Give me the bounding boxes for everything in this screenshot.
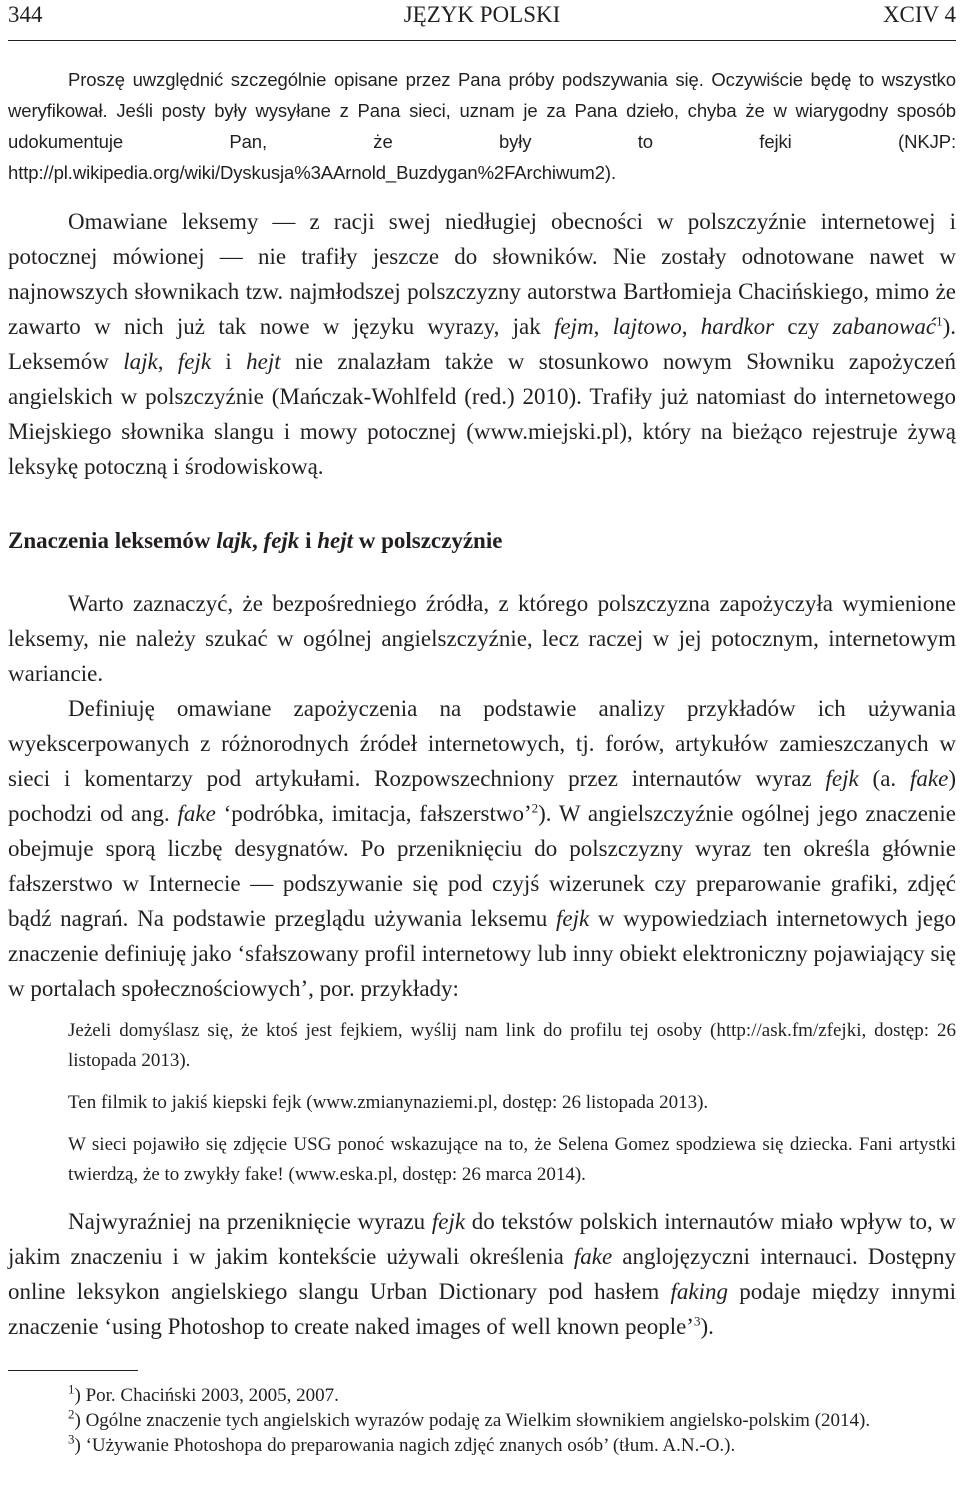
usage-example: Jeżeli domyślasz się, że ktoś jest fejkiem, wyślij nam link do profilu tej osoby (http://ask.fm/zfejki, dostęp: 26 listopada 2013). bbox=[68, 1020, 956, 1071]
footnote: $^3$) ‘Używanie Photoshopa do preparowania nagich zdjęć znanych osób’ (tłum. A.N.-O.). bbox=[68, 1431, 736, 1456]
volume-number: XCIV 4 bbox=[882, 2, 956, 27]
journal-title: JĘZYK POLSKI bbox=[403, 2, 561, 27]
paragraph-source: Warto zaznaczyć, że bezpośredniego źródła, z którego polszczyzna zapożyczyła wymienione leksemy, nie należy szukać w ogólnej angielszczyźnie, lecz raczej w jej potocznym, internetowym wariancie. bbox=[8, 591, 956, 686]
quoted-example: Proszę uwzględnić szczególnie opisane przez Pana próby podszywania się. Oczywiście będę to wszystko weryfikował. Jeśli posty były wysyłane z Pana sieci, uznam je za Pana dzieło, chyba że w wiarygodny sposób udokumentuje Pan, że były to fejki (NKJP: http://pl.wikipedia.org/wiki/Dyskusja%3AArnold_Buzdygan%2FArchiwum2). bbox=[8, 69, 956, 183]
footnote-ref-1: 1 bbox=[936, 313, 943, 329]
paragraph-definition: Definiuję omawiane zapożyczenia na podstawie analizy przykładów ich używania wyekscerpowanych z różnorodnych źródeł internetowych, tj. forów, artykułów zamieszczanych w sieci i komentarzy pod artykułami. Rozpowszechniony przez internautów wyraz fejk (a. fake) pochodzi od ang. fake ‘podróbka, imitacja, fałszerstwo’$^2$). W angielszczyźnie ogólnej jego znaczenie obejmuje sporą liczbę desygnatów. Po przeniknięciu do polszczyzny wyraz ten określa głównie fałszerstwo w Internecie — podszywanie się pod czyjś wizerunek czy preparowanie grafiki, zdjęć bądź nagrań. Na podstawie przeglądu używania leksemu fejk w wypowiedziach internetowych jego znaczenie definiuję jako ‘sfałszowany profil internetowy lub inny obiekt elektroniczny pojawiający się w portalach społecznościowych’, por. przykłady: bbox=[8, 696, 956, 1001]
page bbox=[8, 0, 956, 1458]
footnote-ref-2: 2 bbox=[531, 800, 539, 816]
paragraph-dictionaries: Omawiane leksemy — z racji swej niedługiej obecności w polszczyźnie internetowej i potocznej mówionej — nie trafiły jeszcze do słowników. Nie zostały odnotowane nawet w najnowszych słownikach tzw. najmłodszej polszczyzny autorstwa Bartłomieja Chacińskiego, mimo że zawarto w nich już tak nowe w języku wyrazy, jak fejm, lajtowo, hardkor czy zabanować$^1$). Leksemów lajk, fejk i hejt nie znalazłam także w stosunkowo nowym Słowniku zapożyczeń angielskich w polszczyźnie (Mańczak-Wohlfeld (red.) 2010). Trafiły już natomiast do internetowego Miejskiego słownika slangu i mowy potocznej (www.miejski.pl), który na bieżąco rejestruje żywą leksykę potoczną i środowiskową. bbox=[8, 209, 957, 479]
header-rule bbox=[8, 40, 956, 41]
paragraph-urban-dictionary: Najwyraźniej na przeniknięcie wyrazu fejk do tekstów polskich internautów miało wpływ to, w jakim znaczeniu i w jakim kontekście używali określenia fake anglojęzyczni internauci. Dostępny online leksykon angielskiego slangu Urban Dictionary pod hasłem faking podaje między innymi znaczenie ‘using Photoshop to create naked images of well known people’$^3$). bbox=[8, 1209, 956, 1339]
usage-example: Ten filmik to jakiś kiepski fejk (www.zmianynaziemi.pl, dostęp: 26 listopada 2013). bbox=[68, 1092, 709, 1113]
footnote-rule bbox=[8, 1370, 138, 1371]
section-heading: Znaczenia leksemów lajk, fejk i hejt w polszczyźnie bbox=[8, 528, 503, 553]
footnote: $^1$) Por. Chaciński 2003, 2005, 2007. bbox=[68, 1381, 339, 1406]
usage-example: W sieci pojawiło się zdjęcie USG ponoć wskazujące na to, że Selena Gomez spodziewa się dziecka. Fani artystki twierdzą, że to zwykły fake! (www.eska.pl, dostęp: 26 marca 2014). bbox=[68, 1134, 956, 1185]
footnote-ref-3: 3 bbox=[693, 1313, 701, 1329]
page-number: 344 bbox=[8, 2, 43, 27]
footnote: $^2$) Ogólne znaczenie tych angielskich wyrazów podaję za Wielkim słownikiem angielsko-polskim (2014). bbox=[68, 1406, 871, 1431]
running-header bbox=[8, 0, 956, 44]
